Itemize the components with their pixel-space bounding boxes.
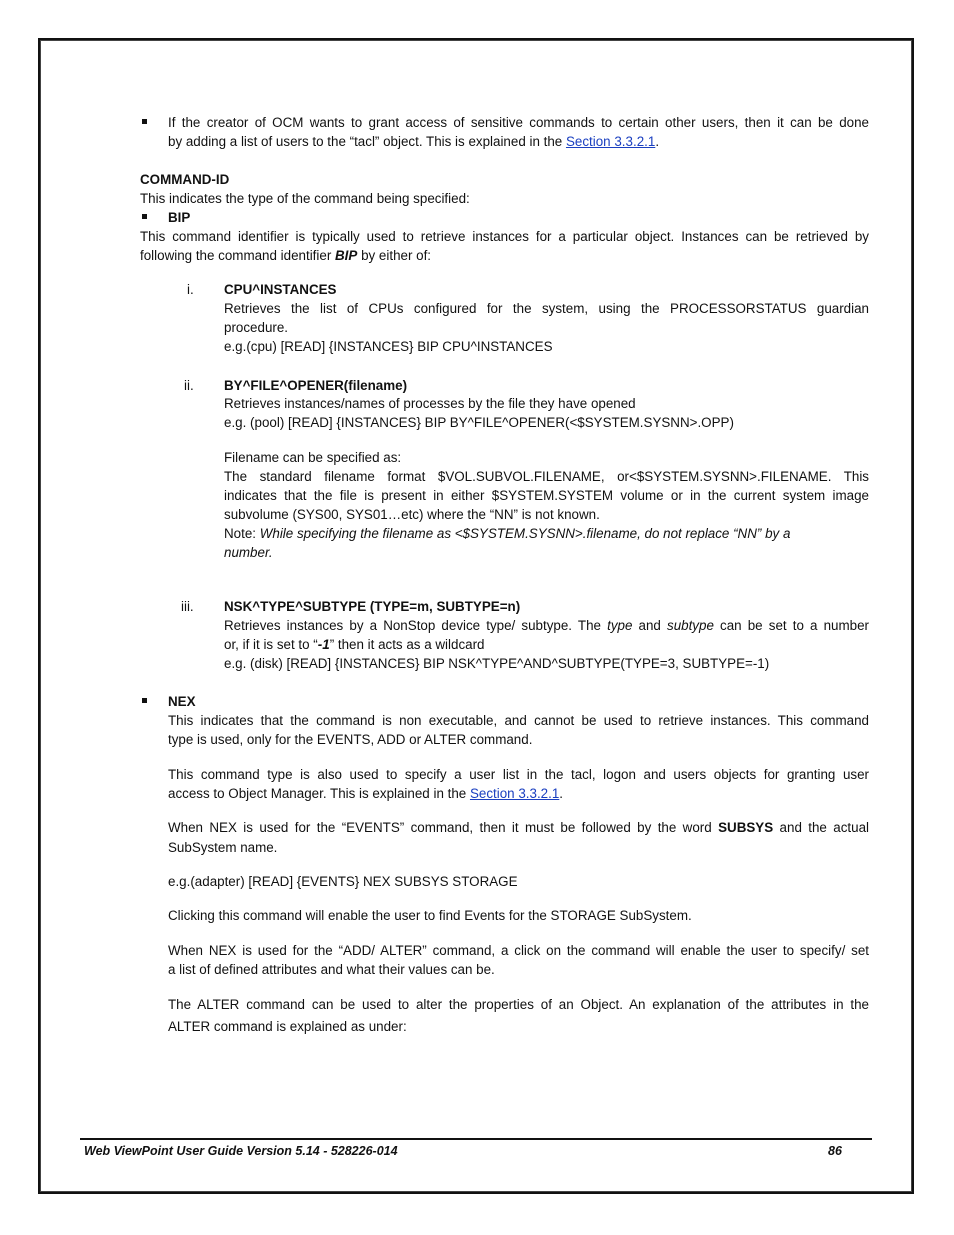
nex-paragraph: The ALTER command can be used to alter the properties of an Object. An explanation of the attributes in the <box>168 997 869 1012</box>
note-line: Note: While specifying the filename as <$SYSTEM.SYSNN>.filename, do not replace “NN” by a <box>224 526 791 541</box>
item-title: CPU^INSTANCES <box>224 282 337 297</box>
filename-line: indicates that the file is present in either $SYSTEM.SYSTEM volume or in the current system image <box>224 488 869 503</box>
command-id-heading: COMMAND-ID <box>140 172 230 187</box>
nex-paragraph: When NEX is used for the “ADD/ ALTER” command, a click on the command will enable the user to specify/ set <box>168 943 869 958</box>
item-example: e.g. (pool) [READ] {INSTANCES} BIP BY^FILE^OPENER(<$SYSTEM.SYSNN>.OPP) <box>224 415 734 430</box>
item-line: Retrieves the list of CPUs configured for the system, using the PROCESSORSTATUS guardian <box>224 301 869 316</box>
footer-title: Web ViewPoint User Guide Version 5.14 - 528226-014 <box>84 1144 398 1158</box>
list-number: iii. <box>181 599 194 614</box>
nex-example: e.g.(adapter) [READ] {EVENTS} NEX SUBSYS STORAGE <box>168 874 518 889</box>
filename-line: The standard filename format $VOL.SUBVOL.FILENAME, or<$SYSTEM.SYSNN>.FILENAME. This <box>224 469 869 484</box>
item-line: Retrieves instances/names of processes by the file they have opened <box>224 396 636 411</box>
list-number: ii. <box>184 378 194 393</box>
bip-line-1: This command identifier is typically used to retrieve instances for a particular object. Instances can be retrieved by <box>140 229 869 244</box>
bullet-marker <box>142 698 147 703</box>
intro-line-1: If the creator of OCM wants to grant access of sensitive commands to certain other users, then it can be done <box>168 115 869 130</box>
nex-paragraph: ALTER command is explained as under: <box>168 1019 407 1034</box>
nex-heading: NEX <box>168 694 196 709</box>
item-line: Retrieves instances by a NonStop device type/ subtype. The type and subtype can be set to a number <box>224 618 869 633</box>
section-link[interactable]: Section 3.3.2.1 <box>469 786 560 801</box>
note-line: number. <box>224 545 273 560</box>
bullet-marker <box>142 119 147 124</box>
nex-paragraph: a list of defined attributes and what their values can be. <box>168 962 495 977</box>
page-number: 86 <box>828 1144 842 1158</box>
bullet-marker <box>142 214 147 219</box>
nex-paragraph: When NEX is used for the “EVENTS” command, then it must be followed by the word SUBSYS and the actual <box>168 820 869 835</box>
nex-paragraph: Clicking this command will enable the user to find Events for the STORAGE SubSystem. <box>168 908 692 923</box>
item-title: BY^FILE^OPENER(filename) <box>224 378 408 393</box>
nex-paragraph: access to Object Manager. This is explained in the Section 3.3.2.1. <box>168 786 564 801</box>
item-line: or, if it is set to “-1” then it acts as a wildcard <box>224 637 485 652</box>
list-number: i. <box>187 282 194 297</box>
item-example: e.g. (disk) [READ] {INSTANCES} BIP NSK^TYPE^AND^SUBTYPE(TYPE=3, SUBTYPE=-1) <box>224 656 770 671</box>
filename-intro: Filename can be specified as: <box>224 450 402 465</box>
section-link[interactable]: Section 3.3.2.1 <box>565 134 656 149</box>
nex-paragraph: SubSystem name. <box>168 840 278 855</box>
nex-paragraph: This indicates that the command is non executable, and cannot be used to retrieve instances. This command <box>168 713 869 728</box>
intro-line-2: by adding a list of users to the “tacl” object. This is explained in the Section 3.3.2.1. <box>168 134 660 149</box>
bip-heading: BIP <box>168 210 191 225</box>
item-line: procedure. <box>224 320 289 335</box>
nex-paragraph: type is used, only for the EVENTS, ADD or ALTER command. <box>168 732 533 747</box>
filename-line: subvolume (SYS00, SYS01…etc) where the “NN” is not known. <box>224 507 600 522</box>
command-id-desc: This indicates the type of the command being specified: <box>140 191 470 206</box>
item-example: e.g.(cpu) [READ] {INSTANCES} BIP CPU^INSTANCES <box>224 339 553 354</box>
nex-paragraph: This command type is also used to specify a user list in the tacl, logon and users objects for granting user <box>168 767 869 782</box>
item-title: NSK^TYPE^SUBTYPE (TYPE=m, SUBTYPE=n) <box>224 599 521 614</box>
bip-line-2: following the command identifier BIP by either of: <box>140 248 432 263</box>
footer-rule <box>80 1138 872 1140</box>
